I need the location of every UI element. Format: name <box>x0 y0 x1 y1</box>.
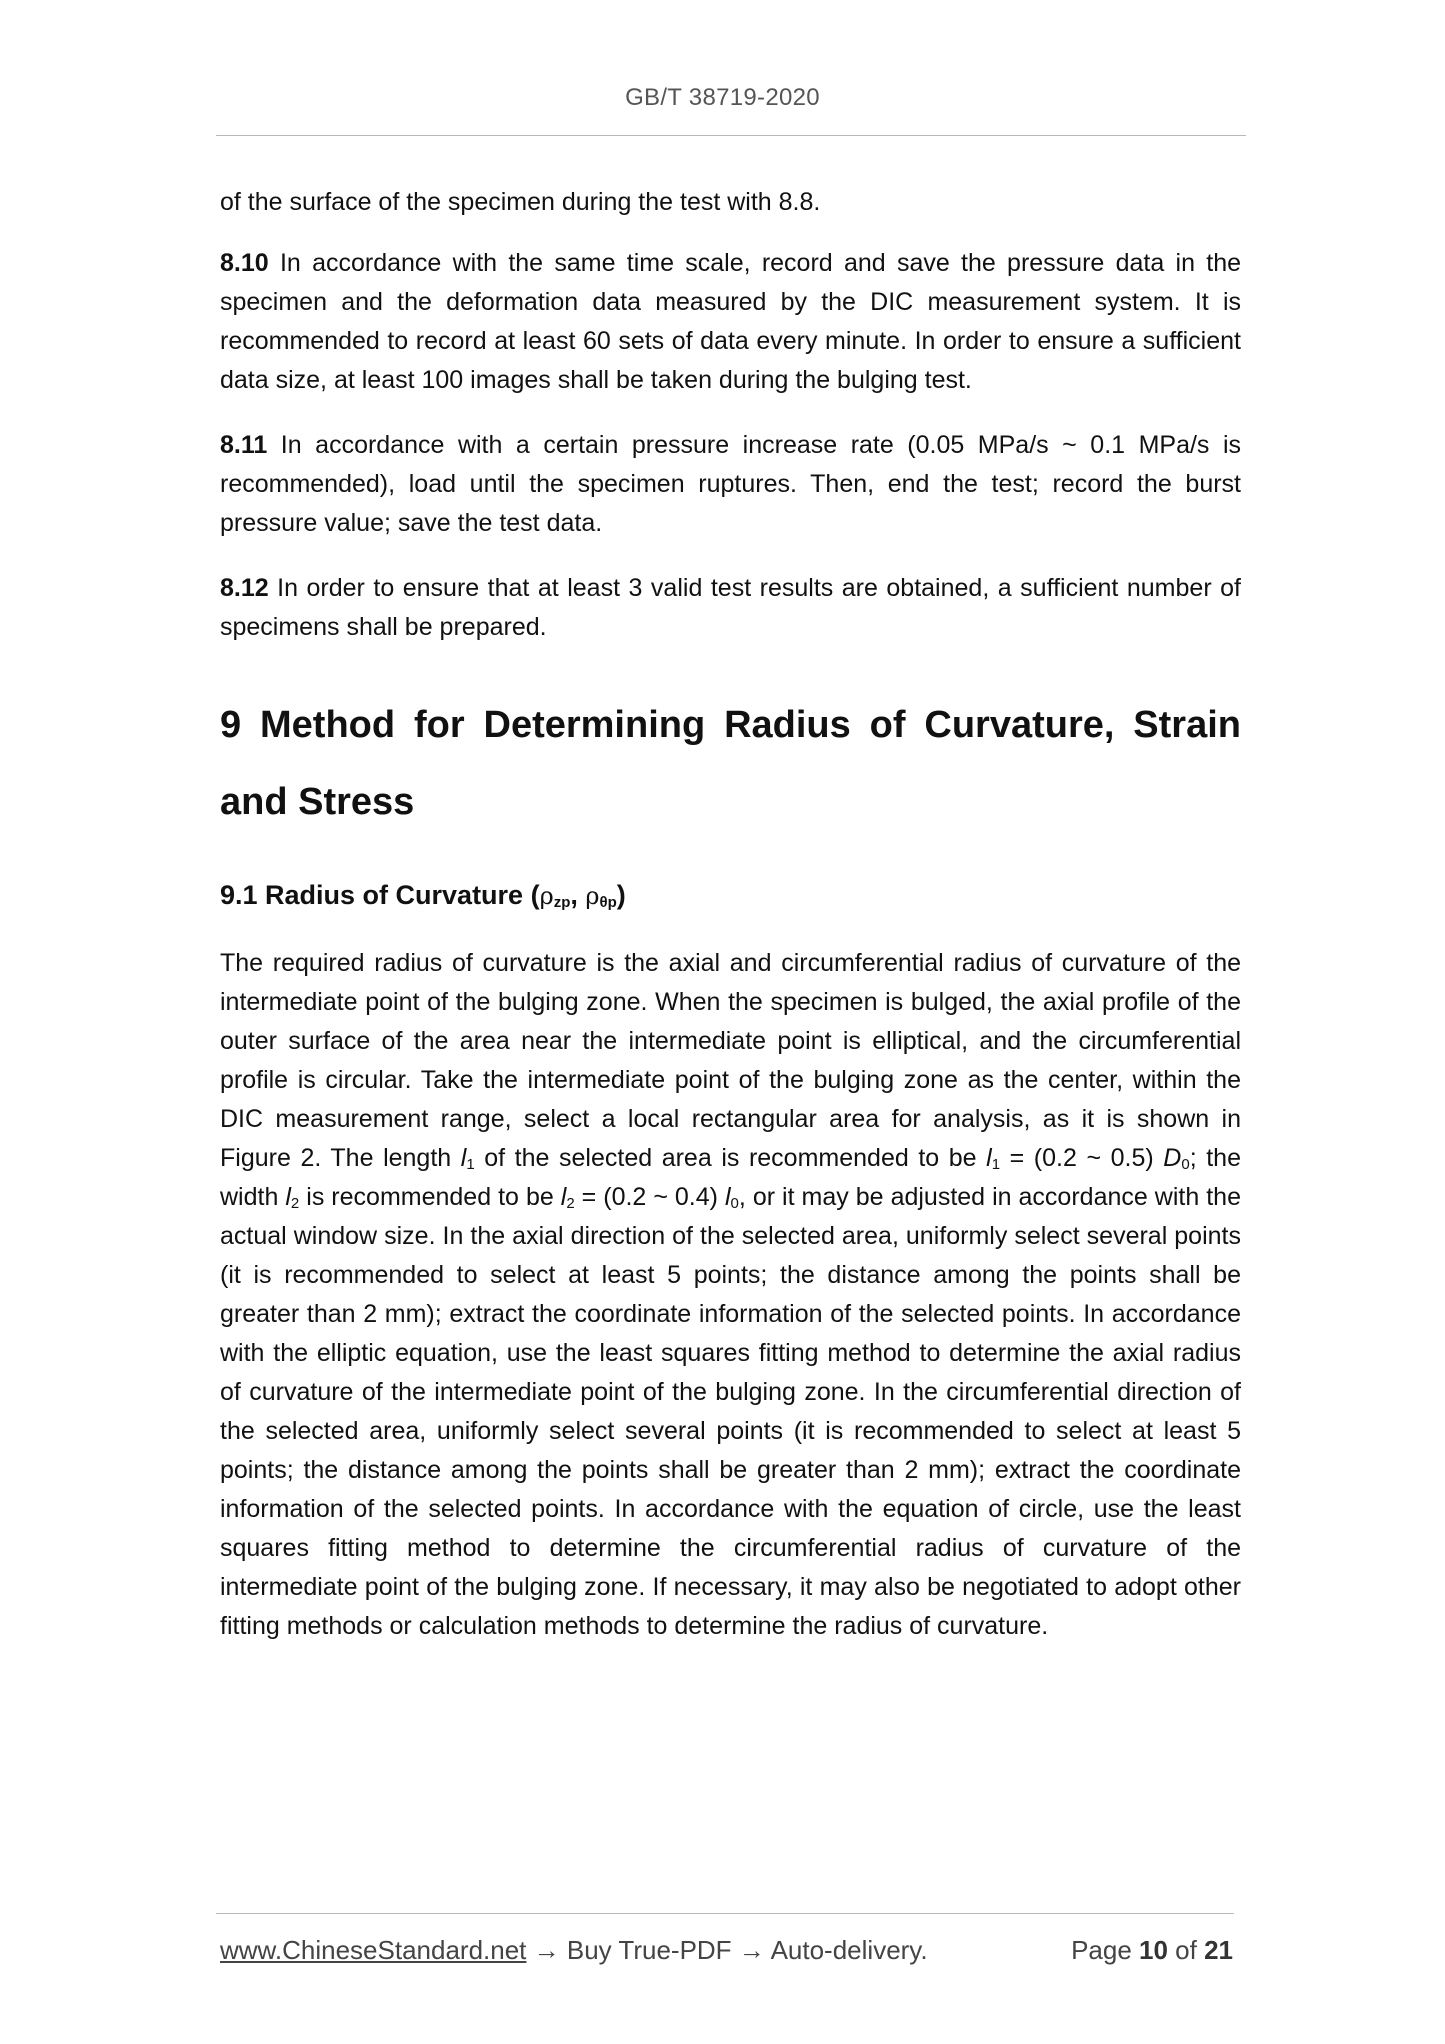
clause-text: In accordance with the same time scale, record and save the pressure data in the specimen and the deformation data measured by the DIC measurement system. It is recommended to record at least 60 sets of data every minute. In order to ensure a sufficient data size, at least 100 images shall be taken during the bulging test. <box>220 249 1241 394</box>
subsection-label: 9.1 Radius of Curvature ( <box>220 880 540 910</box>
clause-8-12 <box>220 569 1241 647</box>
footer-tagline: → Buy True-PDF → Auto-delivery. <box>526 1935 928 1965</box>
body-paragraph: The required radius of curvature is the axial and circumferential radius of curvature of the intermediate point of the bulging zone. When the specimen is bulged, the axial profile of the outer surface of the area near the intermediate point is elliptical, and the circumferential profile is circular. Take the intermediate point of the bulging zone as the center, within the DIC measurement range, select a local rectangular area for analysis, as it is shown in Figure 2. The length $l_1$ of the selected area is recommended to be $l_1 = (0.2$ ~ 0.5) $D_0$; the width $l_2$ is recommended to be $l_2 = (0.2$ ~ 0.4) $l_0$, or it may be adjusted in accordance with the actual window size. In the axial direction of the selected area, uniformly select several points (it is recommended to select at least 5 points; the distance among the points shall be greater than 2 mm); extract the coordinate information of the selected points. In accordance with the elliptic equation, use the least squares fitting method to determine the axial radius of curvature of the intermediate point of the bulging zone. In the circumferential direction of the selected area, uniformly select several points (it is recommended to select at least 5 points; the distance among the points shall be greater than 2 mm); extract the coordinate information of the selected points. In accordance with the equation of circle, use the least squares fitting method to determine the circumferential radius of curvature of the intermediate point of the bulging zone. If necessary, it may also be negotiated to adopt other fitting methods or calculation methods to determine the radius of curvature. <box>220 949 1241 1640</box>
clause-text: In accordance with a certain pressure increase rate (0.05 MPa/s ~ 0.1 MPa/s is recommended), load until the specimen ruptures. Then, end the test; record the burst pressure value; save the test data. <box>220 431 1241 537</box>
total-pages: 21 <box>1204 1935 1233 1965</box>
clause-8-11 <box>220 426 1241 543</box>
header-divider <box>216 135 1246 136</box>
rho-thetap-symbol: $\rho_{\theta p}$ <box>585 882 617 911</box>
document-body <box>220 183 1241 1646</box>
clause-8-10 <box>220 244 1241 400</box>
subsection-heading: 9.1 Radius of Curvature ($\rho_{zp}$, $\rho_{\theta p}$) <box>220 880 626 911</box>
clause-text: In order to ensure that at least 3 valid test results are obtained, a sufficient number of specimens shall be prepared. <box>220 574 1241 641</box>
clause-number: 8.12 <box>220 574 269 602</box>
clause-number: 8.11 <box>220 431 268 459</box>
footer-divider <box>216 1913 1234 1914</box>
current-page-number: 10 <box>1139 1935 1168 1965</box>
page-header-title: GB/T 38719-2020 <box>625 84 820 111</box>
continuation-text: of the surface of the specimen during the test with 8.8. <box>220 188 821 216</box>
website-link[interactable]: www.ChineseStandard.net <box>220 1935 527 1965</box>
rho-zp-symbol: $\rho_{zp}$ <box>539 882 571 911</box>
section-heading: 9 Method for Determining Radius of Curvature, Strain and Stress <box>220 704 1241 823</box>
clause-number: 8.10 <box>220 249 269 277</box>
page-indicator: Page 10 of 21 <box>1071 1935 1233 1965</box>
